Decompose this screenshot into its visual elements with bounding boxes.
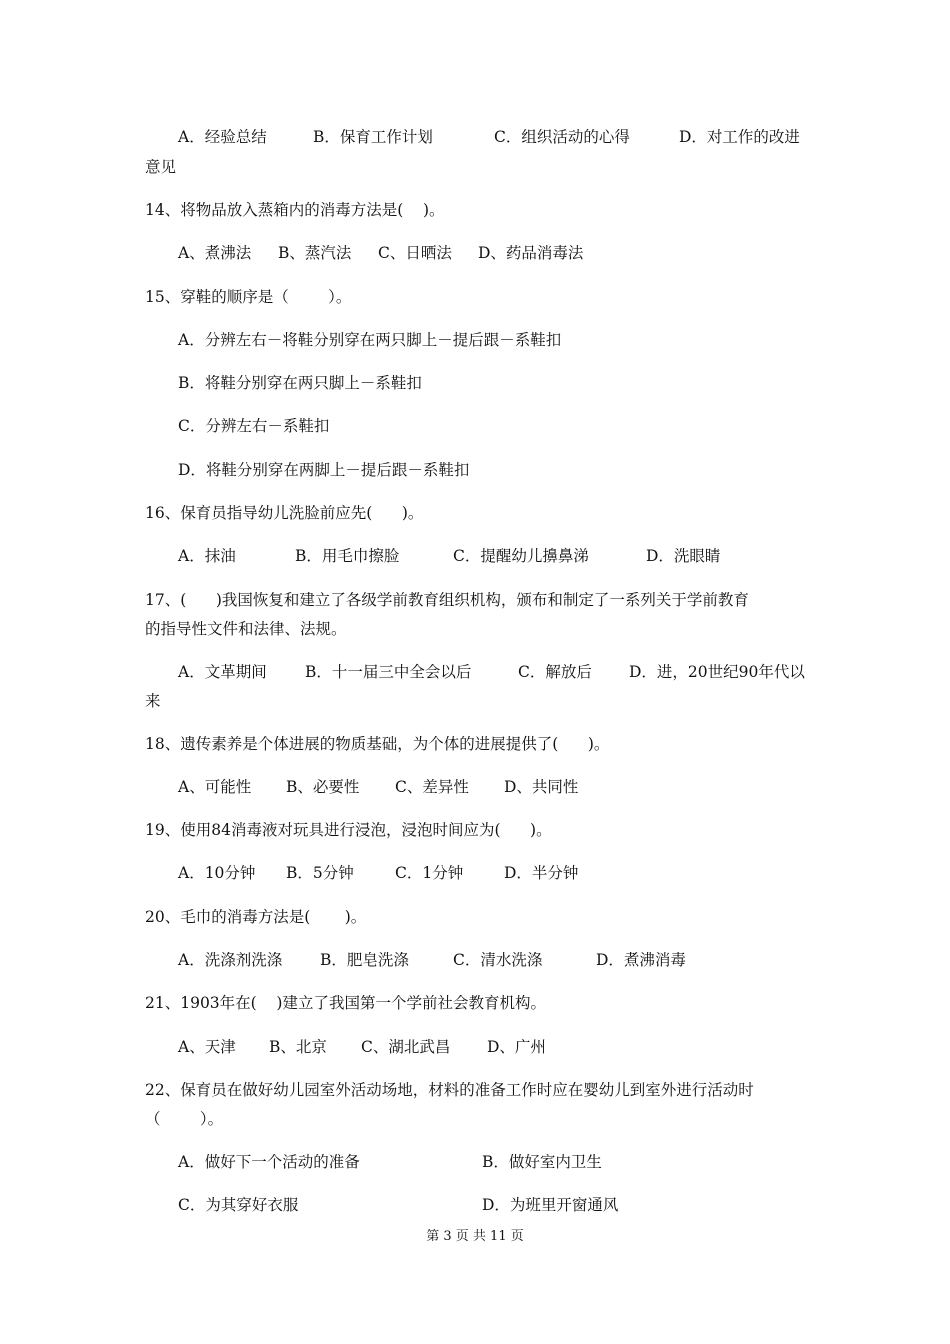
page-footer: 第 3 页 共 11 页	[426, 1229, 524, 1244]
q15-option-b: B．将鞋分别穿在两只脚上－系鞋扣	[178, 374, 422, 392]
q18-stem: 18、遗传素养是个体进展的物质基础，为个体的进展提供了( )。	[145, 735, 610, 753]
q22-option-a: A．做好下一个活动的准备	[178, 1153, 360, 1171]
q17-option-d: D．进，20世纪90年代以	[629, 663, 805, 681]
q20-stem: 20、毛巾的消毒方法是( )。	[145, 908, 367, 926]
q15-stem: 15、穿鞋的顺序是（ ）。	[145, 288, 352, 306]
q21-option-b: B、北京	[269, 1038, 327, 1056]
q14-option-c: C、日晒法	[378, 244, 452, 262]
q22-option-d: D．为班里开窗通风	[482, 1196, 619, 1214]
q14-option-a: A、煮沸法	[178, 244, 252, 262]
q17-option-a: A．文革期间	[178, 663, 267, 681]
q14-option-b: B、蒸汽法	[278, 244, 352, 262]
q20-option-a: A．洗涤剂洗涤	[178, 951, 283, 969]
q13-option-b: B．保育工作计划	[313, 128, 433, 146]
q18-option-b: B、必要性	[286, 778, 360, 796]
q13-option-d: D．对工作的改进	[679, 128, 800, 146]
q22-stem-line1: 22、保育员在做好幼儿园室外活动场地，材料的准备工作时应在婴幼儿到室外进行活动时	[145, 1081, 754, 1099]
q19-option-c: C．1分钟	[395, 864, 464, 882]
q17-stem-line1: 17、( )我国恢复和建立了各级学前教育组织机构，颁布和制定了一系列关于学前教育	[145, 591, 749, 609]
q16-stem: 16、保育员指导幼儿洗脸前应先( )。	[145, 504, 424, 522]
q20-option-b: B．肥皂洗涤	[320, 951, 409, 969]
q13-option-c: C．组织活动的心得	[494, 128, 630, 146]
q21-option-d: D、广州	[487, 1038, 546, 1056]
q14-option-d: D、药品消毒法	[478, 244, 584, 262]
q17-option-d-wrap: 来	[145, 692, 161, 710]
q22-stem-line2: （ ）。	[145, 1110, 224, 1128]
q19-stem: 19、使用84消毒液对玩具进行浸泡，浸泡时间应为( )。	[145, 821, 552, 839]
q21-stem: 21、1903年在( )建立了我国第一个学前社会教育机构。	[145, 994, 546, 1012]
q22-option-b: B．做好室内卫生	[482, 1153, 602, 1171]
q19-option-a: A．10分钟	[178, 864, 256, 882]
q20-option-c: C．清水洗涤	[453, 951, 543, 969]
q16-option-c: C．提醒幼儿擤鼻涕	[453, 547, 589, 565]
q15-option-c: C．分辨左右－系鞋扣	[178, 417, 330, 435]
q13-option-d-wrap: 意见	[145, 158, 177, 176]
q17-option-c: C．解放后	[518, 663, 592, 681]
q18-option-a: A、可能性	[178, 778, 252, 796]
q16-option-d: D．洗眼睛	[646, 547, 721, 565]
q15-option-a: A．分辨左右－将鞋分别穿在两只脚上－提后跟－系鞋扣	[178, 331, 562, 349]
q21-option-a: A、天津	[178, 1038, 236, 1056]
q16-option-b: B．用毛巾擦脸	[295, 547, 400, 565]
q22-option-c: C．为其穿好衣服	[178, 1196, 299, 1214]
q13-option-a: A．经验总结	[178, 128, 267, 146]
q18-option-d: D、共同性	[504, 778, 579, 796]
q18-option-c: C、差异性	[395, 778, 469, 796]
q14-stem: 14、将物品放入蒸箱内的消毒方法是( )。	[145, 201, 445, 219]
q19-option-b: B．5分钟	[286, 864, 354, 882]
q19-option-d: D．半分钟	[504, 864, 579, 882]
q17-option-b: B．十一届三中全会以后	[305, 663, 472, 681]
q20-option-d: D．煮沸消毒	[596, 951, 686, 969]
q21-option-c: C、湖北武昌	[361, 1038, 451, 1056]
q17-stem-line2: 的指导性文件和法律、法规。	[145, 620, 347, 638]
q15-option-d: D．将鞋分别穿在两脚上－提后跟－系鞋扣	[178, 461, 470, 479]
q16-option-a: A．抹油	[178, 547, 236, 565]
